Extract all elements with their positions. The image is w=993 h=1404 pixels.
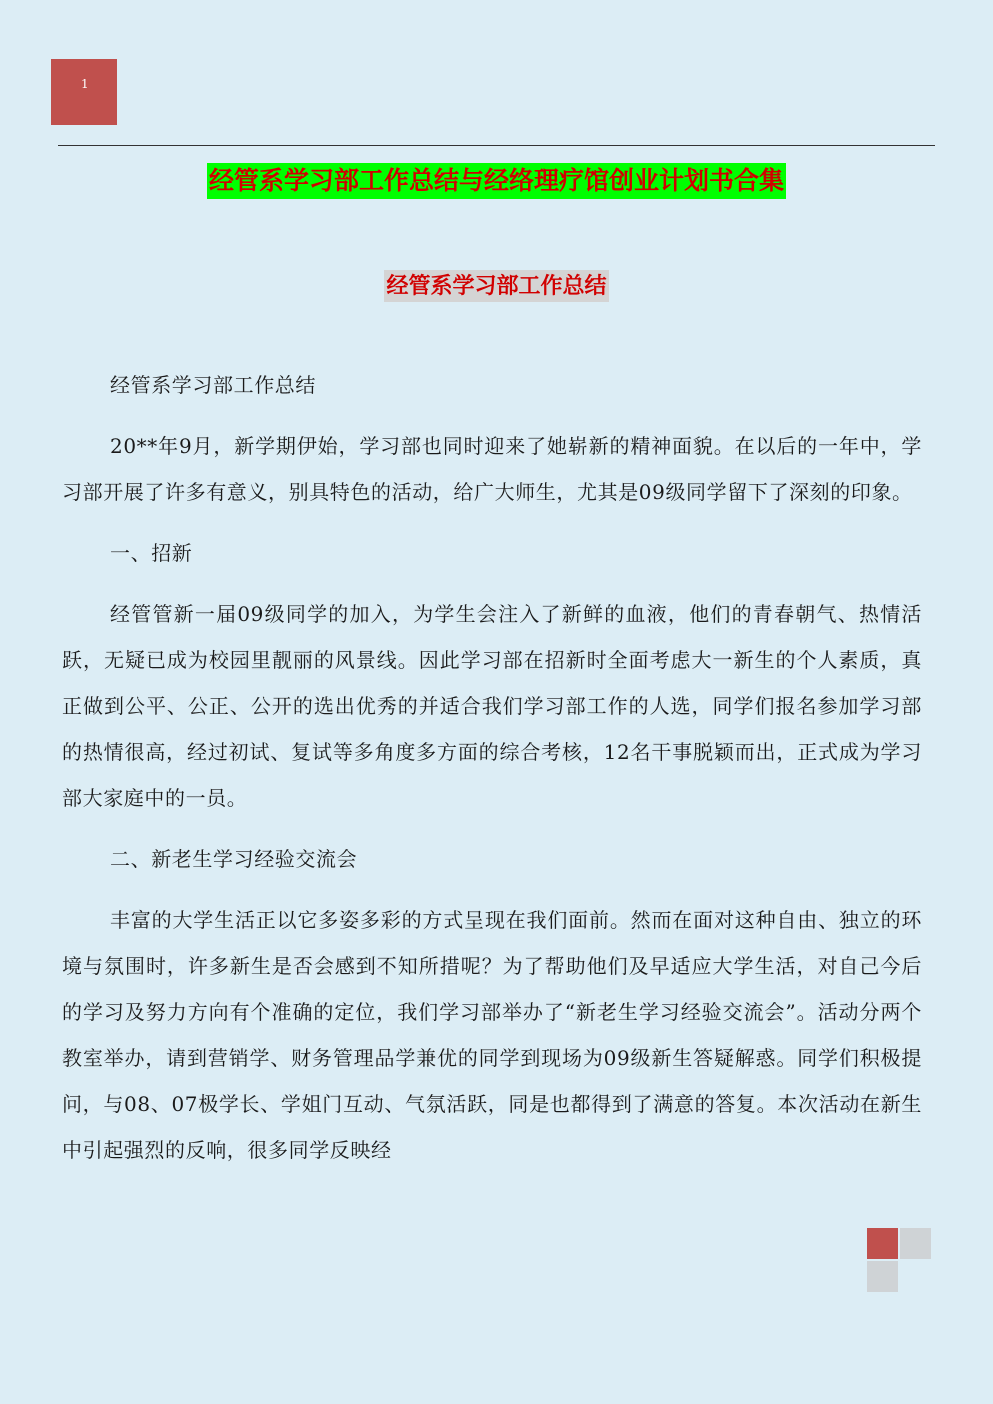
paragraph-section-one-heading: 一、招新 bbox=[110, 541, 193, 565]
paragraph-section-two-body: 丰富的大学生活正以它多姿多彩的方式呈现在我们面前。然而在面对这种自由、独立的环境与氛围时，许多新生是否会感到不知所措呢？为了帮助他们及早适应大学生活，对自己今后的学习及努力方向有个准确的定位，我们学习部举办了“新老生学习经验交流会”。活动分两个教室举办，请到营销学、财务管理品学兼优的同学到现场为09级新生答疑解惑。同学们积极提问，与08、07极学长、学姐门互动、气氛活跃，同是也都得到了满意的答复。本次活动在新生中引起强烈的反响，很多同学反映经 bbox=[62, 908, 922, 1162]
page-number: 1 bbox=[81, 77, 89, 91]
corner-tile-grey bbox=[867, 1261, 898, 1292]
header-divider bbox=[58, 145, 935, 146]
main-title-container bbox=[0, 163, 993, 199]
paragraph-section-two-heading: 二、新老生学习经验交流会 bbox=[110, 847, 358, 871]
corner-decoration bbox=[867, 1228, 933, 1294]
paragraph-intro: 20**年9月，新学期伊始，学习部也同时迎来了她崭新的精神面貌。在以后的一年中，学习部开展了许多有意义，别具特色的活动，给广大师生，尤其是09级同学留下了深刻的印象。 bbox=[62, 434, 922, 504]
section-title: 经管系学习部工作总结 bbox=[384, 270, 608, 302]
corner-tile-red bbox=[867, 1228, 898, 1259]
paragraph-section-one-body: 经管管新一届09级同学的加入，为学生会注入了新鲜的血液，他们的青春朝气、热情活跃，无疑已成为校园里靓丽的风景线。因此学习部在招新时全面考虑大一新生的个人素质，真正做到公平、公正、公开的选出优秀的并适合我们学习部工作的人选，同学们报名参加学习部的热情很高，经过初试、复试等多角度多方面的综合考核，12名干事脱颖而出，正式成为学习部大家庭中的一员。 bbox=[62, 602, 922, 810]
page-number-badge bbox=[51, 59, 117, 125]
document-body bbox=[62, 362, 922, 1188]
corner-tile-grey bbox=[900, 1228, 931, 1259]
sub-title-container bbox=[0, 270, 993, 302]
document-title: 经管系学习部工作总结与经络理疗馆创业计划书合集 bbox=[207, 163, 786, 199]
paragraph-heading: 经管系学习部工作总结 bbox=[110, 373, 316, 397]
